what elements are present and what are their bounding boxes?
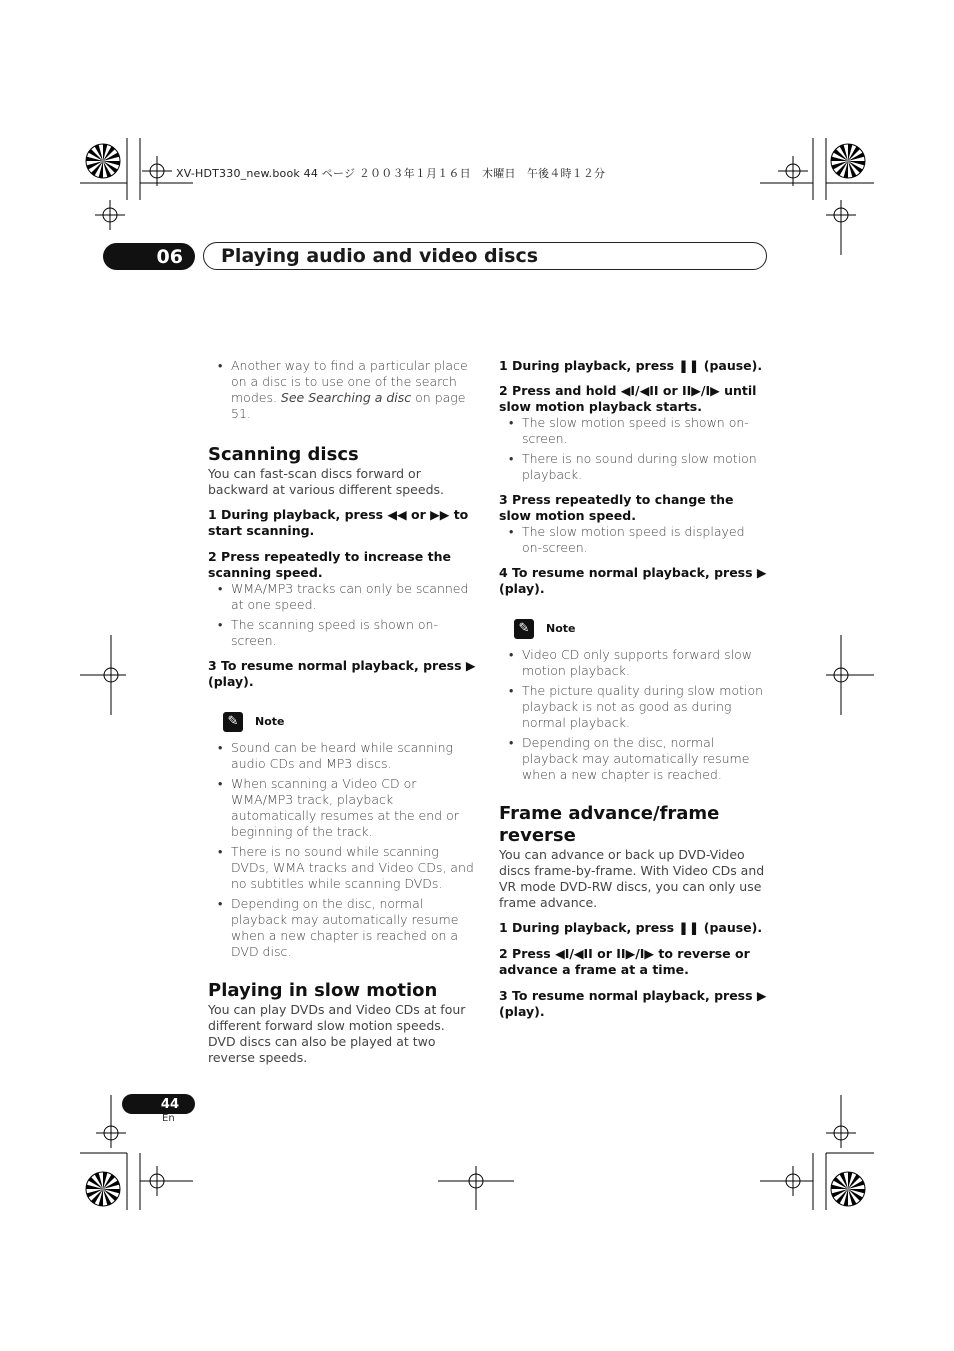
page-number-badge: 44 (122, 1094, 195, 1114)
book-header-line: XV-HDT330_new.book 44 ページ ２００３年１月１６日 木曜日 午後４時１２分 (176, 167, 606, 180)
slow-step-1: 1 During playback, press ❚❚ (pause). (499, 358, 763, 373)
page-language: En (162, 1113, 175, 1124)
list-item: • Video CD only supports forward slow motion playback. (499, 647, 767, 679)
scanning-body: You can fast-scan discs forward or backward at various different speeds. (208, 466, 444, 497)
list-item: • Depending on the disc, normal playback may automatically resume when a new chapter is reached. (499, 735, 767, 783)
right-column (499, 358, 767, 1020)
list-item: • The slow motion speed is shown on-screen. (499, 415, 767, 447)
list-item: • Depending on the disc, normal playback may automatically resume when a new chapter is reached on a DVD disc. (208, 896, 476, 960)
frame-step-3: 3 To resume normal playback, press ▶ (play). (499, 988, 767, 1019)
frame-advance-heading: Frame advance/frame reverse (499, 803, 720, 846)
list-item: • There is no sound while scanning DVDs, WMA tracks and Video CDs, and no subtitles while scanning DVDs. (208, 844, 476, 892)
slow-motion-heading: Playing in slow motion (208, 980, 438, 1001)
frame-step-2: 2 Press ◀I/◀II or II▶/I▶ to reverse or advance a frame at a time. (499, 946, 750, 977)
note-header: ✎ Note (499, 619, 767, 639)
chapter-number-badge: 06 (103, 243, 195, 270)
list-item: • WMA/MP3 tracks can only be scanned at one speed. (208, 581, 476, 613)
scanning-step-1: 1 During playback, press ◀◀ or ▶▶ to start scanning. (208, 507, 469, 538)
chapter-title: Playing audio and video discs (203, 242, 767, 270)
slow-step-4: 4 To resume normal playback, press ▶ (play). (499, 565, 767, 596)
frame-step-1: 1 During playback, press ❚❚ (pause). (499, 920, 763, 935)
slow-motion-body: You can play DVDs and Video CDs at four different forward slow motion speeds. DVD discs can also be played at two reverse speeds. (208, 1002, 466, 1065)
slow-step-3: 3 Press repeatedly to change the slow motion speed. (499, 492, 734, 523)
scanning-discs-heading: Scanning discs (208, 444, 359, 465)
pencil-icon: ✎ (223, 712, 243, 732)
left-column (208, 358, 476, 1066)
list-item: • The slow motion speed is displayed on-screen. (499, 524, 767, 556)
pencil-icon: ✎ (514, 619, 534, 639)
frame-advance-body: You can advance or back up DVD-Video discs frame-by-frame. With Video CDs and VR mode DVD-RW discs, you can only use frame advance. (499, 847, 765, 910)
intro-bullet: • Another way to find a particular place on a disc is to use one of the search modes. See Searching a disc on page 51. (208, 358, 476, 422)
list-item: • There is no sound during slow motion playback. (499, 451, 767, 483)
scanning-step-3: 3 To resume normal playback, press ▶ (play). (208, 658, 476, 689)
list-item: • When scanning a Video CD or WMA/MP3 track, playback automatically resumes at the end or beginning of the track. (208, 776, 476, 840)
list-item: • The picture quality during slow motion playback is not as good as during normal playback. (499, 683, 767, 731)
list-item: • The scanning speed is shown on-screen. (208, 617, 476, 649)
list-item: • Sound can be heard while scanning audio CDs and MP3 discs. (208, 740, 476, 772)
note-header: ✎ Note (208, 712, 476, 732)
scanning-step-2: 2 Press repeatedly to increase the scanning speed. (208, 549, 451, 580)
slow-step-2: 2 Press and hold ◀I/◀II or II▶/I▶ until slow motion playback starts. (499, 383, 757, 414)
